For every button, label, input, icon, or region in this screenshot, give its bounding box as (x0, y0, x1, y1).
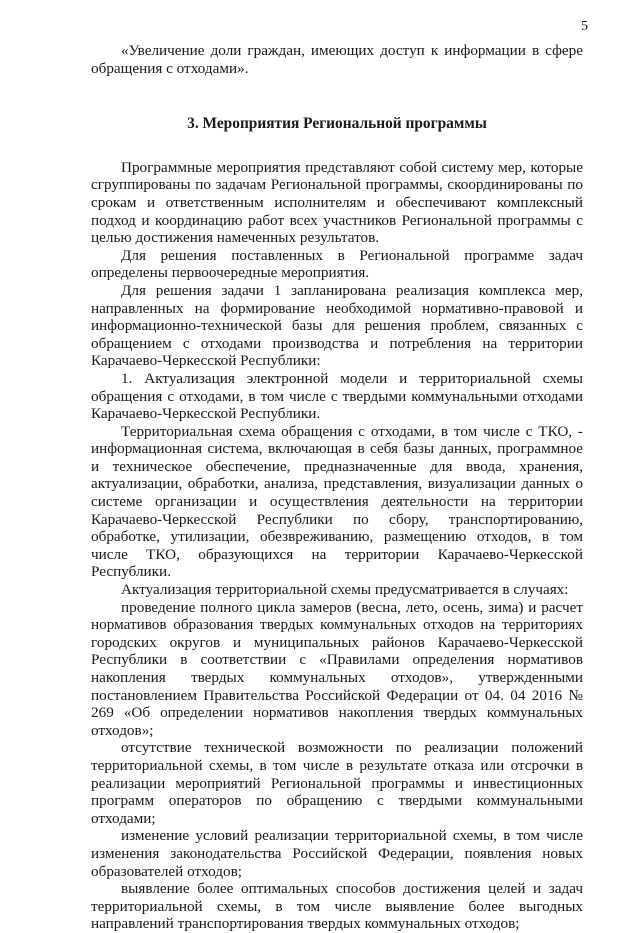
section-title: 3. Мероприятия Региональной программы (187, 115, 487, 133)
case-conditions-change: изменение условий реализации территориальной схемы, в том числе изменения законодательства Российской Федерации, появления новых образователей отходов; (91, 827, 583, 880)
case-measurements: проведение полного цикла замеров (весна, лето, осень, зима) и расчет нормативов образования твердых коммунальных отходов на территориях городских округов и муниципальных районов Карачаево-Черкесской Республики в соответствии с «Правилами определения нормативов накопления твердых коммунальных отходов», утвержденными постановлением Правительства Российской Федерации от 04. 04 2016 № 269 «Об определении нормативов накопления твердых коммунальных отходов»; (91, 598, 583, 739)
paragraph-territorial-scheme: Территориальная схема обращения с отходами, в том числе с ТКО, - информационная система, включающая в себя базы данных, программное и техническое обеспечение, предназначенные для ввода, хранения, актуализации, обработки, анализа, представления, визуализации данных о системе организации и осуществления деятельности на территории Карачаево-Черкесской Республики по сбору, транспортированию, обработке, утилизации, обезвреживанию, размещению отходов, в том числе ТКО, образующихся на территории Карачаево-Черкесской Республики. (91, 422, 583, 581)
page-number: 5 (581, 19, 588, 34)
case-optimal-methods: выявление более оптимальных способов достижения целей и задач территориальной схемы, в том числе выявление более выгодных направлений транспортирования твердых коммунальных отходов; (91, 880, 583, 933)
paragraph-program-measures: Программные мероприятия представляют собой систему мер, которые сгруппированы по задачам Региональной программы, скоординированы по срокам и ответственным исполнителям и обеспечивают комплексный подход и координацию работ всех участников Региональной программы с целью достижения намеченных результатов. (91, 158, 583, 247)
intro-quote: «Увеличение доли граждан, имеющих доступ к информации в сфере обращения с отходами». (91, 42, 583, 77)
case-technical-impossibility: отсутствие технической возможности по реализации положений территориальной схемы, в том числе в результате отказа или отсрочки в реализации мероприятий Региональной программы и инвестиционных программ операторов по обращению с твердыми коммунальными отходами; (91, 739, 583, 827)
list-item-1-actualization: 1. Актуализация электронной модели и территориальной схемы обращения с отходами, в том числе с твердыми коммунальными отходами Карачаево-Черкесской Республики. (91, 369, 583, 423)
paragraph-task-1: Для решения задачи 1 запланирована реализация комплекса мер, направленных на формирование необходимой нормативно-правовой и информационно-технической базы для решения проблем, связанных с обращением с отходами производства и потребления на территории Карачаево-Черкесской Республики: (91, 281, 583, 370)
paragraph-actualization-cases: Актуализация территориальной схемы предусматривается в случаях: (121, 581, 569, 599)
paragraph-priority-measures: Для решения поставленных в Региональной программе задач определены первоочередные мероприятия. (91, 246, 583, 282)
page-content (91, 42, 583, 933)
